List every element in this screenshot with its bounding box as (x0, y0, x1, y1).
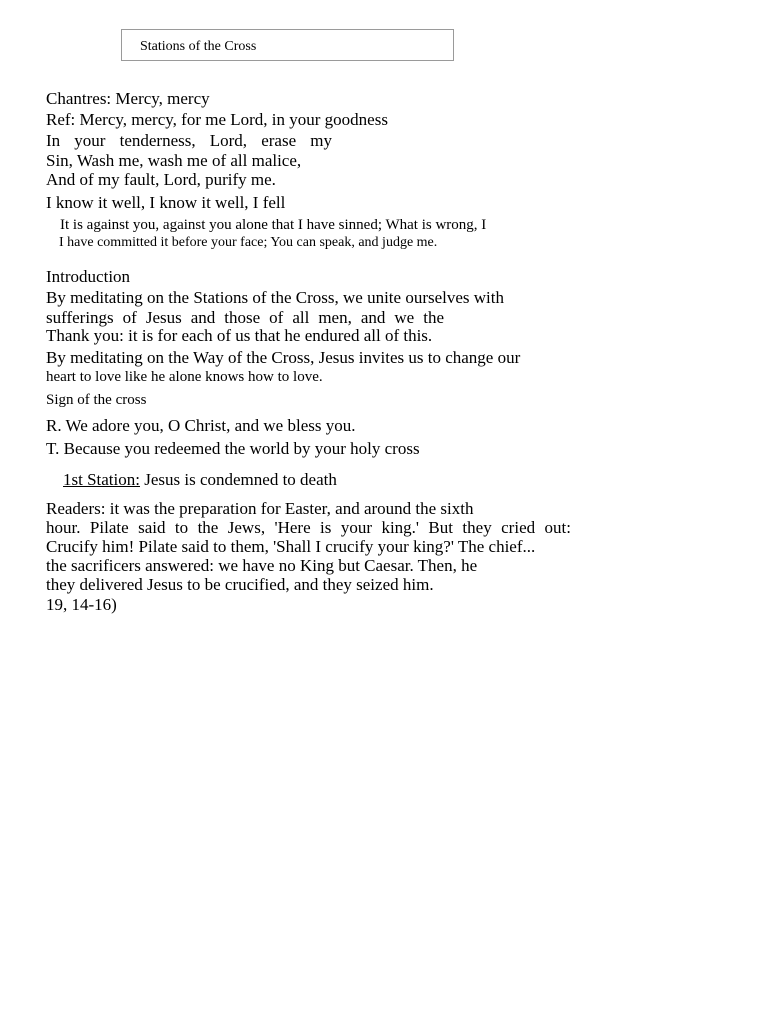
introduction-heading: Introduction (46, 267, 131, 286)
introduction-line-3: Thank you: it is for each of us that he endured all of this. (46, 326, 433, 345)
reading-line-2: hour. Pilate said to the Jews, 'Here is your king.' But they cried out: (46, 518, 571, 537)
header-box (121, 29, 454, 61)
station-label: 1st Station: (63, 470, 140, 489)
reading-line-6: 19, 14-16) (46, 595, 117, 614)
response-t-line: T. Because you redeemed the world by your holy cross (46, 439, 420, 458)
reading-line-5: they delivered Jesus to be crucified, and they seized him. (46, 575, 434, 594)
refrain-line: Ref: Mercy, mercy, for me Lord, in your goodness (46, 110, 388, 129)
station-title: Jesus is condemned to death (139, 470, 337, 489)
response-line: R. We adore you, O Christ, and we bless you. (46, 416, 356, 435)
introduction-line-2: sufferings of Jesus and those of all men, and we the (46, 308, 444, 327)
chant-line-6: I have committed it before your face; You can speak, and judge me. (59, 235, 438, 250)
introduction-line-1: By meditating on the Stations of the Cross, we unite ourselves with (46, 288, 505, 307)
reading-line-3: Crucify him! Pilate said to them, 'Shall I crucify your king?' The chief... (46, 537, 536, 556)
chant-line-2: Sin, Wash me, wash me of all malice, (46, 151, 302, 170)
introduction-line-5: heart to love like he alone knows how to love. (46, 369, 323, 385)
reading-line-1: Readers: it was the preparation for Easter, and around the sixth (46, 499, 474, 518)
chantres-line: Chantres: Mercy, mercy (46, 89, 210, 108)
chant-line-4: I know it well, I know it well, I fell (46, 193, 286, 212)
chant-line-1: In your tenderness, Lord, erase my (46, 131, 332, 150)
page-title: Stations of the Cross (140, 39, 257, 54)
introduction-line-4: By meditating on the Way of the Cross, Jesus invites us to change our (46, 348, 521, 367)
reading-line-4: the sacrificers answered: we have no King but Caesar. Then, he (46, 556, 478, 575)
chant-line-3: And of my fault, Lord, purify me. (46, 170, 276, 189)
sign-heading: Sign of the cross (46, 392, 147, 408)
station-heading (63, 470, 337, 490)
chant-line-5: It is against you, against you alone that I have sinned; What is wrong, I (60, 217, 487, 233)
